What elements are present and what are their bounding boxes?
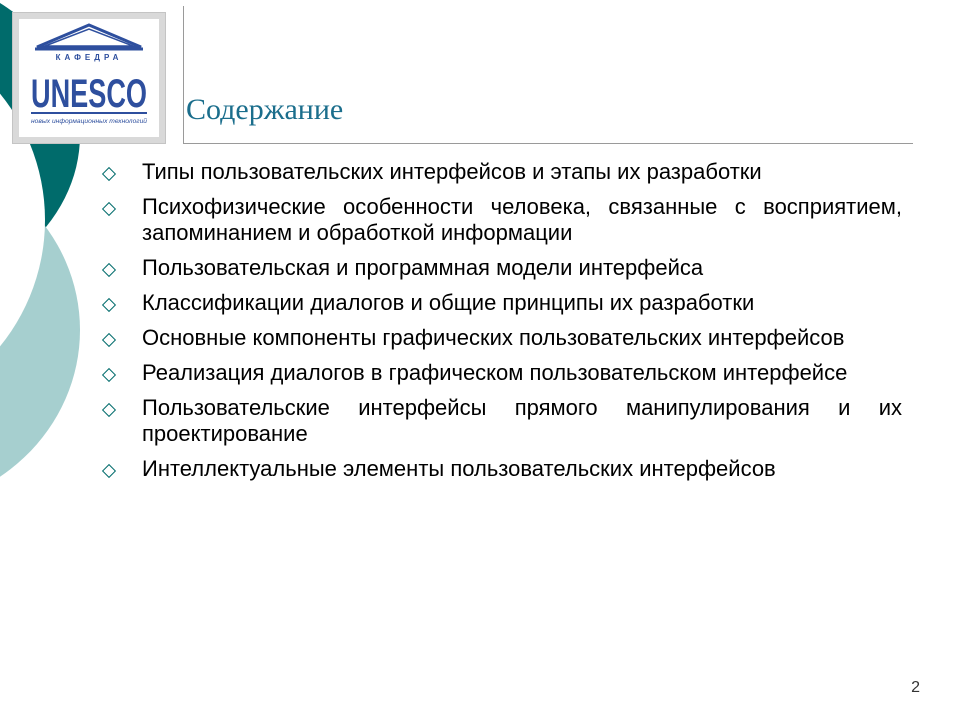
logo-graphic [19,19,159,137]
logo-arc-text: КАФЕДРА [55,53,123,62]
diamond-bullet-icon [102,263,116,277]
diamond-bullet-icon [102,202,116,216]
diamond-bullet-icon [102,167,116,181]
list-item-text: Основные компоненты графических пользовательских интерфейсов [142,325,845,350]
list-item [104,456,902,482]
list-item-text: Реализация диалогов в графическом пользовательском интерфейсе [142,360,848,385]
diamond-bullet-icon [102,368,116,382]
unesco-chair-logo [12,12,166,144]
logo-subtitle-text: новых информационных технологий [31,119,136,125]
list-item [104,159,902,185]
diamond-bullet-icon [102,403,116,417]
list-item [104,360,902,386]
list-item [104,255,902,281]
diamond-bullet-icon [102,333,116,347]
list-item [104,325,902,351]
slide-title: Содержание [186,93,344,126]
contents-list [104,159,902,491]
logo-inner [19,19,159,137]
logo-name-text: UNESCO [31,72,147,116]
list-item-text: Пользовательская и программная модели интерфейса [142,255,704,280]
list-item-text: Типы пользовательских интерфейсов и этапы их разработки [142,159,762,184]
page-number: 2 [911,679,920,696]
list-item-text: Классификации диалогов и общие принципы их разработки [142,290,755,315]
title-divider-vertical [183,6,184,144]
list-item [104,290,902,316]
list-item-text: Психофизические особенности человека, связанные с восприятием, запоминанием и обработкой информации [142,194,902,245]
list-item [104,194,902,246]
title-divider-horizontal [183,143,913,144]
list-item-text: Пользовательские интерфейсы прямого манипулирования и их проектирование [142,395,902,446]
diamond-bullet-icon [102,464,116,478]
list-item [104,395,902,447]
list-item-text: Интеллектуальные элементы пользовательских интерфейсов [142,456,776,481]
diamond-bullet-icon [102,298,116,312]
